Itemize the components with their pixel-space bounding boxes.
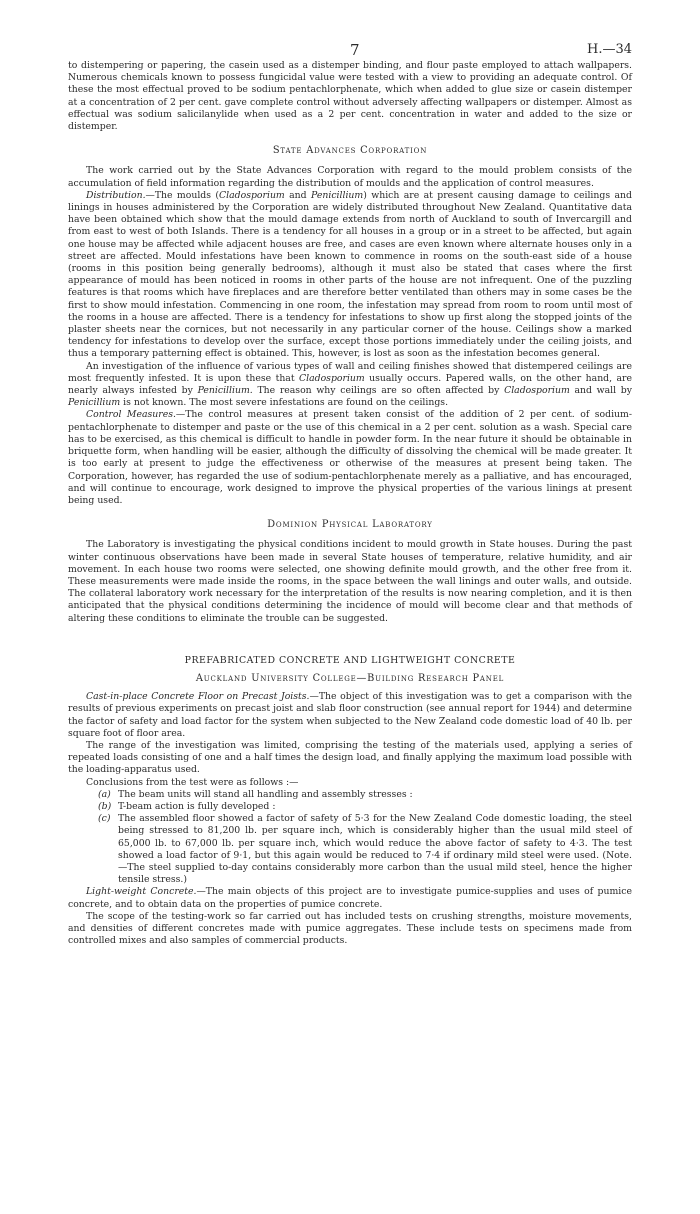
lightweight-text: —The main objects of this project are to investigate pumice-supplies and uses of pumice concrete, and to obtain data on the properties of pumice concrete.	[68, 886, 632, 910]
list-item	[68, 813, 632, 886]
distribution-label: Distribution.	[86, 189, 146, 201]
cast-in-place-label: Cast-in-place Concrete Floor on Precast Joists.	[86, 691, 310, 703]
document-reference: H.—34	[586, 42, 632, 57]
investigation-text-1: An investigation of the influence of various types of wall and ceiling finishes showed that distempered ceilings are most frequently infested. It is upon these that	[68, 360, 632, 384]
distribution-text-3: ) which are at present causing damage to ceilings and linings in houses administered by the Corporation are widely distributed throughout New Zealand. Quantitative data have been obtained which show that the mould damage extends from north of Auckland to south of Invercargill and from east to west of both Islands. There is a tendency for all houses in a group or in a street to be affected, but again one house may be affected while adjacent houses are free, and cases are even known where alternate houses only in a street are affected. Mould infestations have been known to commence in rooms on the south-east side of a house (rooms in this position being generally bedrooms), although it must also be stated that cases where the first appearance of mould has been noticed in rooms in other parts of the house are not infrequent. One of the puzzling features is that rooms which have fireplaces and are therefore better ventilated than others may in some cases be the first to show mould infestation. Commencing in one room, the infestation may spread from room to room until most of the rooms in a house are affected. There is a tendency for infestations to show up first along the stopped joints of the plaster sheets near the cornices, but not necessarily in any particular corner of the house. Ceilings show a marked tendency for infestations to develop over the surface, except those portions immediately under the ceiling joists, and thus a temporary patterning effect is obtained. This, however, is lost as soon as the infestation becomes general.	[68, 189, 632, 360]
investigation-species-1: Cladosporium	[299, 372, 365, 384]
investigation-text-2: usually occurs. Papered walls, on the other hand, are nearly always infested by	[68, 372, 632, 397]
investigation-paragraph	[68, 361, 632, 410]
investigation-species-3: Cladosporium	[504, 385, 570, 397]
investigation-species-2: Penicillium	[197, 385, 250, 397]
list-marker: (b)	[98, 800, 112, 812]
list-text: The beam units will stand all handling and assembly stresses :	[118, 788, 413, 800]
distribution-paragraph	[68, 190, 632, 361]
control-measures-text: —The control measures at present taken consist of the addition of 2 per cent. of sodium-pentachlorphenate to distemper and paste or the use of this chemical in a 2 per cent. solution as a wash. Special care has to be exercised, as this chemical is difficult to handle in powder form. In the near future it should be obtainable in briquette form, when handling will be easier, although the difficulty of dissolving the chemical will be made greater. It is too early at present to judge the effectiveness or otherwise of the measures at present being taken. The Corporation, however, has regarded the use of sodium-pentachlorphenate merely as a palliative, and has encouraged, and will continue to encourage, work designed to improve the physical properties of the various linings at present being used.	[68, 409, 632, 506]
lightweight-label: Light-weight Concrete.	[86, 886, 197, 898]
control-measures-label: Control Measures.	[86, 409, 176, 421]
list-marker: (a)	[98, 788, 111, 800]
list-marker: (c)	[98, 813, 111, 825]
subheading-auckland-panel: Auckland University College—Building Research Panel	[195, 672, 505, 684]
investigation-text-3: . The reason why ceilings are so often affected by	[249, 385, 505, 397]
control-measures-paragraph	[68, 409, 632, 507]
section-heading-state-advances: State Advances Corporation	[272, 145, 428, 157]
page-number: 7	[350, 41, 360, 59]
distribution-species-2: Penicillium	[311, 189, 364, 201]
list-text: T-beam action is fully developed :	[118, 800, 276, 812]
dominion-paragraph: The Laboratory is investigating the physical conditions incident to mould growth in State houses. During the past winter continuous observations have been made in several State houses of temperature, relative humidity, and air movement. In each house two rooms were selected, one showing definite mould growth, and the other free from it. These measurements were made inside the rooms, in the space between the wall linings and outer walls, and outside. The collateral laboratory work necessary for the interpretation of the results is now nearing completion, and it is then anticipated that the physical conditions determining the incidence of mould will become clear and that methods of altering these conditions to eliminate the trouble can be suggested.	[68, 539, 632, 624]
distribution-species-1: Cladosporium	[219, 189, 285, 201]
section-heading-dominion: Dominion Physical Laboratory	[267, 519, 433, 531]
section-heading-prefabricated: PREFABRICATED CONCRETE AND LIGHTWEIGHT CONCRETE	[184, 654, 516, 666]
state-advances-paragraph: The work carried out by the State Advances Corporation with regard to the mould problem consists of the accumulation of field information regarding the distribution of moulds and the application of control measures.	[68, 165, 632, 189]
distribution-text-2: and	[284, 189, 312, 201]
list-item	[68, 801, 632, 813]
investigation-text-5: is not known. The most severe infestations are found on the ceilings.	[120, 397, 449, 409]
investigation-text-4: and wall by	[569, 385, 633, 397]
list-text: The assembled floor showed a factor of safety of 5·3 for the New Zealand Code domestic loading, the steel being stressed to 81,200 lb. per square inch, which is considerably higher than the usual mild steel of 65,000 lb. to 67,000 lb. per square inch, which would reduce the above factor of safety to 4·3. The test showed a load factor of 9·1, but this again would be reduced to 7·4 if ordinary mild steel were used. (Note.—The steel supplied to-day contains considerably more carbon than the usual mild steel, hence the higher tensile stress.)	[118, 813, 632, 886]
cast-in-place-paragraph	[68, 691, 632, 740]
conclusions-intro: Conclusions from the test were as follows :—	[86, 776, 299, 788]
page-header	[68, 38, 632, 60]
investigation-species-4: Penicillium	[68, 397, 121, 409]
distribution-text-1: —The moulds (	[145, 189, 220, 201]
cast-in-place-text: —The object of this investigation was to get a comparison with the results of previous experiments on precast joist and slab floor construction (see annual report for 1944) and determine the factor of safety and load factor for the system when subjected to the New Zealand code domestic load of 40 lb. per square foot of floor area.	[68, 691, 632, 739]
lightweight-paragraph	[68, 886, 632, 910]
intro-paragraph: to distempering or papering, the casein used as a distemper binding, and flour paste employed to attach wallpapers. Numerous chemicals known to possess fungicidal value were tested with a view to providing an adequate control. Of these the most effectual proved to be sodium pentachlorphenate, which when added to glue size or casein distemper at a concentration of 2 per cent. gave complete control without adversely affecting wallpapers or distemper. Almost as effectual was sodium salicilanylide when used as a 2 per cent. concentration in water and added to the size or distemper.	[68, 60, 632, 133]
range-paragraph: The range of the investigation was limited, comprising the testing of the materials used, applying a series of repeated loads consisting of one and a half times the design load, and finally applying the maximum load possible with the loading-apparatus used.	[68, 739, 632, 776]
scope-paragraph: The scope of the testing-work so far carried out has included tests on crushing strengths, moisture movements, and densities of different concretes made with pumice aggregates. These include tests on specimens made from controlled mixes and also samples of commercial products.	[68, 910, 632, 947]
list-item	[68, 789, 632, 801]
conclusions-list	[68, 789, 632, 887]
